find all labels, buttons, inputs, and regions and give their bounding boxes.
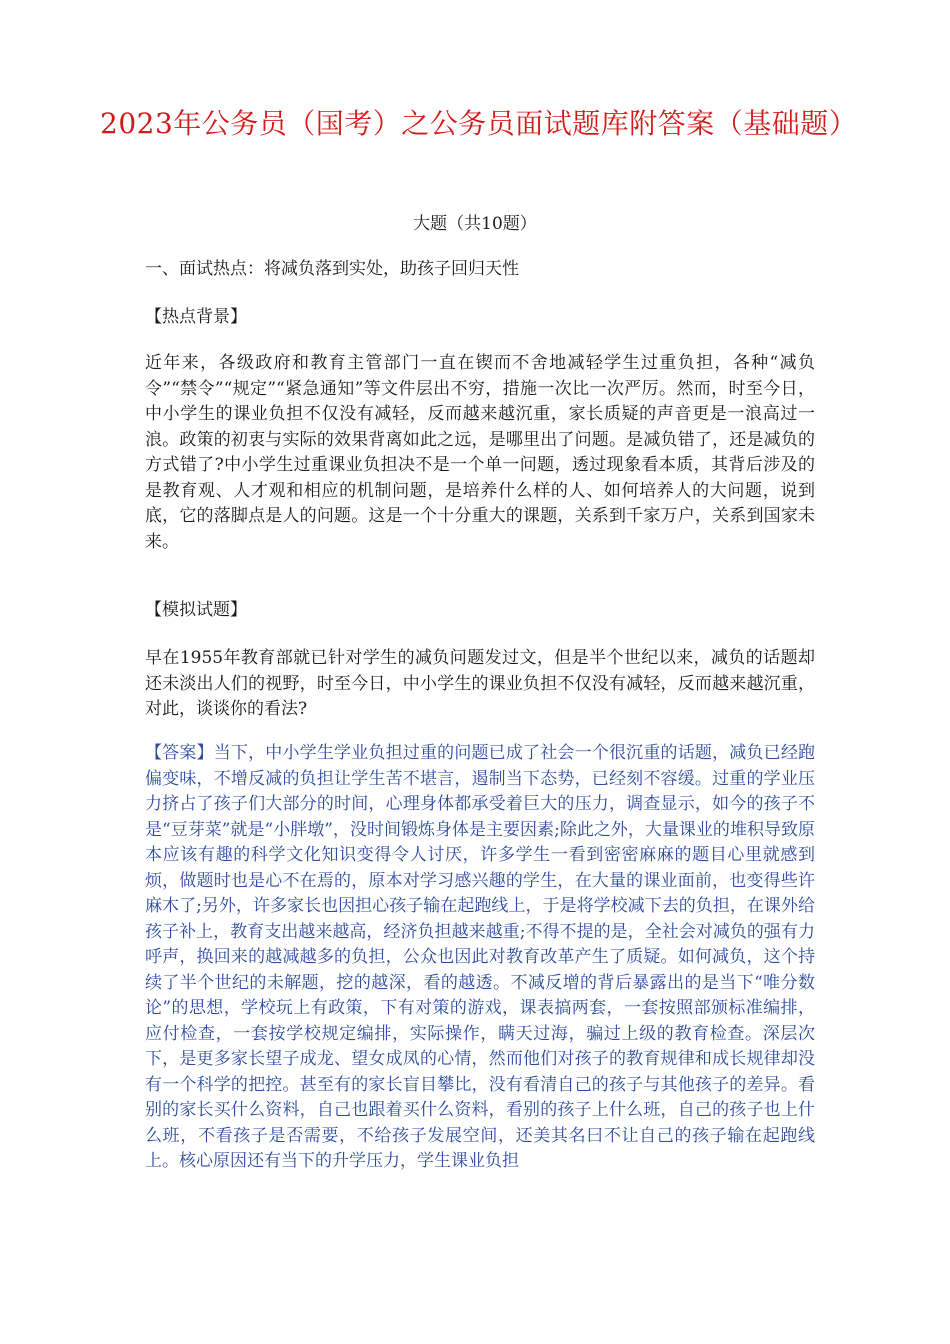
background-paragraph: 近年来，各级政府和教育主管部门一直在锲而不舍地减轻学生过重负担，各种“减负令”“禁令”“规定”“紧急通知”等文件层出不穷，措施一次比一次严厉。然而，时至今日，中小学生的课业负担不仅没有减轻，反而越来越沉重，家长质疑的声音更是一浪高过一浪。政策的初衷与实际的效果背离如此之远，是哪里出了问题。是减负错了，还是减负的方式错了?中小学生过重课业负担决不是一个单一问题，透过现象看本质，其背后涉及的是教育观、人才观和相应的机制问题，是培养什么样的人、如何培养人的大问题，说到底，它的落脚点是人的问题。这是一个十分重大的课题，关系到千家万户，关系到国家未来。 [145, 353, 815, 552]
background-header: 【热点背景】 [145, 307, 247, 327]
mock-question-header: 【模拟试题】 [145, 600, 247, 620]
document-title: 2023年公务员（国考）之公务员面试题库附答案（基础题） [100, 107, 858, 140]
question-title: 一、面试热点：将减负落到实处，助孩子回归天性 [145, 259, 519, 279]
section-heading: 大题（共10题） [413, 214, 537, 234]
mock-question-paragraph: 早在1955年教育部就已针对学生的减负问题发过文，但是半个世纪以来，减负的话题却还未淡出人们的视野，时至今日，中小学生的课业负担不仅没有减轻，反而越来越沉重，对此，谈谈你的看法? [145, 648, 815, 719]
answer-paragraph: 【答案】当下，中小学生学业负担过重的问题已成了社会一个很沉重的话题，减负已经跑偏变味，不增反减的负担让学生苦不堪言，遏制当下态势，已经刻不容缓。过重的学业压力挤占了孩子们大部分的时间，心理身体都承受着巨大的压力，调查显示，如今的孩子不是“豆芽菜”就是“小胖墩”，没时间锻炼身体是主要因素;除此之外，大量课业的堆积导致原本应该有趣的科学文化知识变得令人讨厌，许多学生一看到密密麻麻的题目心里就感到烦，做题时也是心不在焉的，原本对学习感兴趣的学生，在大量的课业面前，也变得些许麻木了;另外，许多家长也因担心孩子输在起跑线上，于是将学校减下去的负担，在课外给孩子补上，教育支出越来越高，经济负担越来越重;不得不提的是，全社会对减负的强有力呼声，换回来的越减越多的负担，公众也因此对教育改革产生了质疑。如何减负，这个持续了半个世纪的未解题，挖的越深，看的越透。不减反增的背后暴露出的是当下“唯分数论”的思想，学校玩上有政策，下有对策的游戏，课表搞两套，一套按照部颁标准编排，应付检查，一套按学校规定编排，实际操作，瞒天过海，骗过上级的教育检查。深层次下，是更多家长望子成龙、望女成凤的心情，然而他们对孩子的教育规律和成长规律却没有一个科学的把控。甚至有的家长盲目攀比，没有看清自己的孩子与其他孩子的差异。看别的家长买什么资料，自己也跟着买什么资料，看别的孩子上什么班，自己的孩子也上什么班，不看孩子是否需要，不给孩子发展空间，还美其名曰不让自己的孩子输在起跑线上。核心原因还有当下的升学压力，学生课业负担 [145, 743, 815, 1171]
